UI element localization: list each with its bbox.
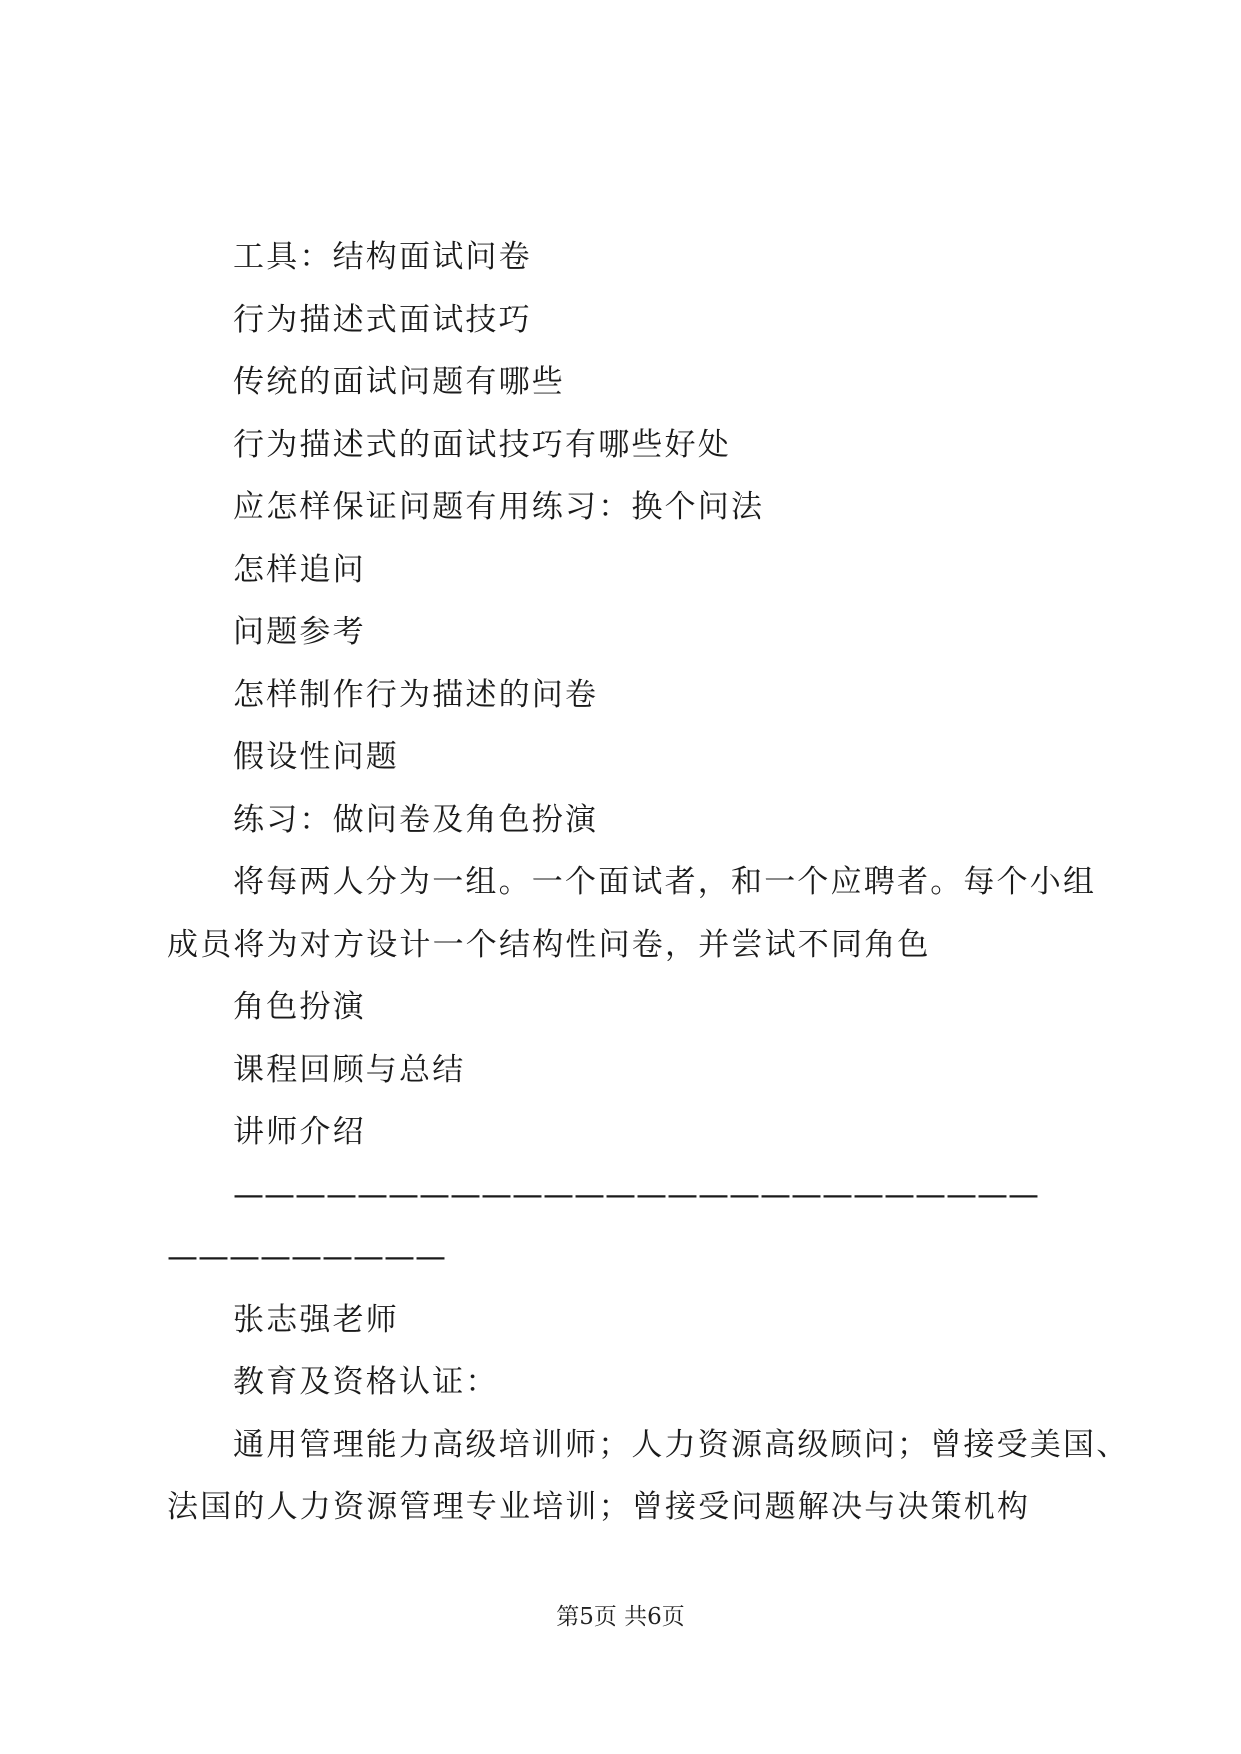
text-line: 行为描述式面试技巧 (233, 301, 532, 338)
separator-line: —————————————————————————— (233, 1176, 1039, 1213)
text-line: 怎样制作行为描述的问卷 (233, 676, 599, 713)
text-line: 角色扮演 (233, 989, 366, 1025)
text-line: 行为描述式的面试技巧有哪些好处 (233, 426, 731, 463)
text-line: 课程回顾与总结 (233, 1051, 466, 1088)
paragraph-line: 将每两人分为一组。一个面试者，和一个应聘者。每个小组 (233, 864, 1097, 900)
document-body (167, 226, 1130, 1539)
text-line: 讲师介绍 (233, 1114, 366, 1150)
page-footer: 第5页 共6页 (556, 1604, 685, 1630)
text-line: 怎样追问 (233, 551, 366, 588)
text-line: 问题参考 (233, 614, 366, 650)
text-line: 传统的面试问题有哪些 (233, 364, 565, 400)
text-line: 工具：结构面试问卷 (233, 239, 532, 275)
paragraph-line: 法国的人力资源管理专业培训；曾接受问题解决与决策机构 (167, 1489, 1031, 1525)
text-line: 教育及资格认证： (233, 1364, 499, 1400)
paragraph-line: 成员将为对方设计一个结构性问卷，并尝试不同角色 (167, 926, 931, 963)
text-line: 假设性问题 (233, 739, 399, 775)
paragraph-line: 通用管理能力高级培训师；人力资源高级顾问；曾接受美国、 (233, 1426, 1130, 1463)
text-line: 练习：做问卷及角色扮演 (233, 801, 599, 838)
instructor-name: 张志强老师 (233, 1301, 399, 1338)
text-line: 应怎样保证问题有用练习：换个问法 (233, 489, 765, 525)
separator-line: ————————— (167, 1239, 446, 1275)
